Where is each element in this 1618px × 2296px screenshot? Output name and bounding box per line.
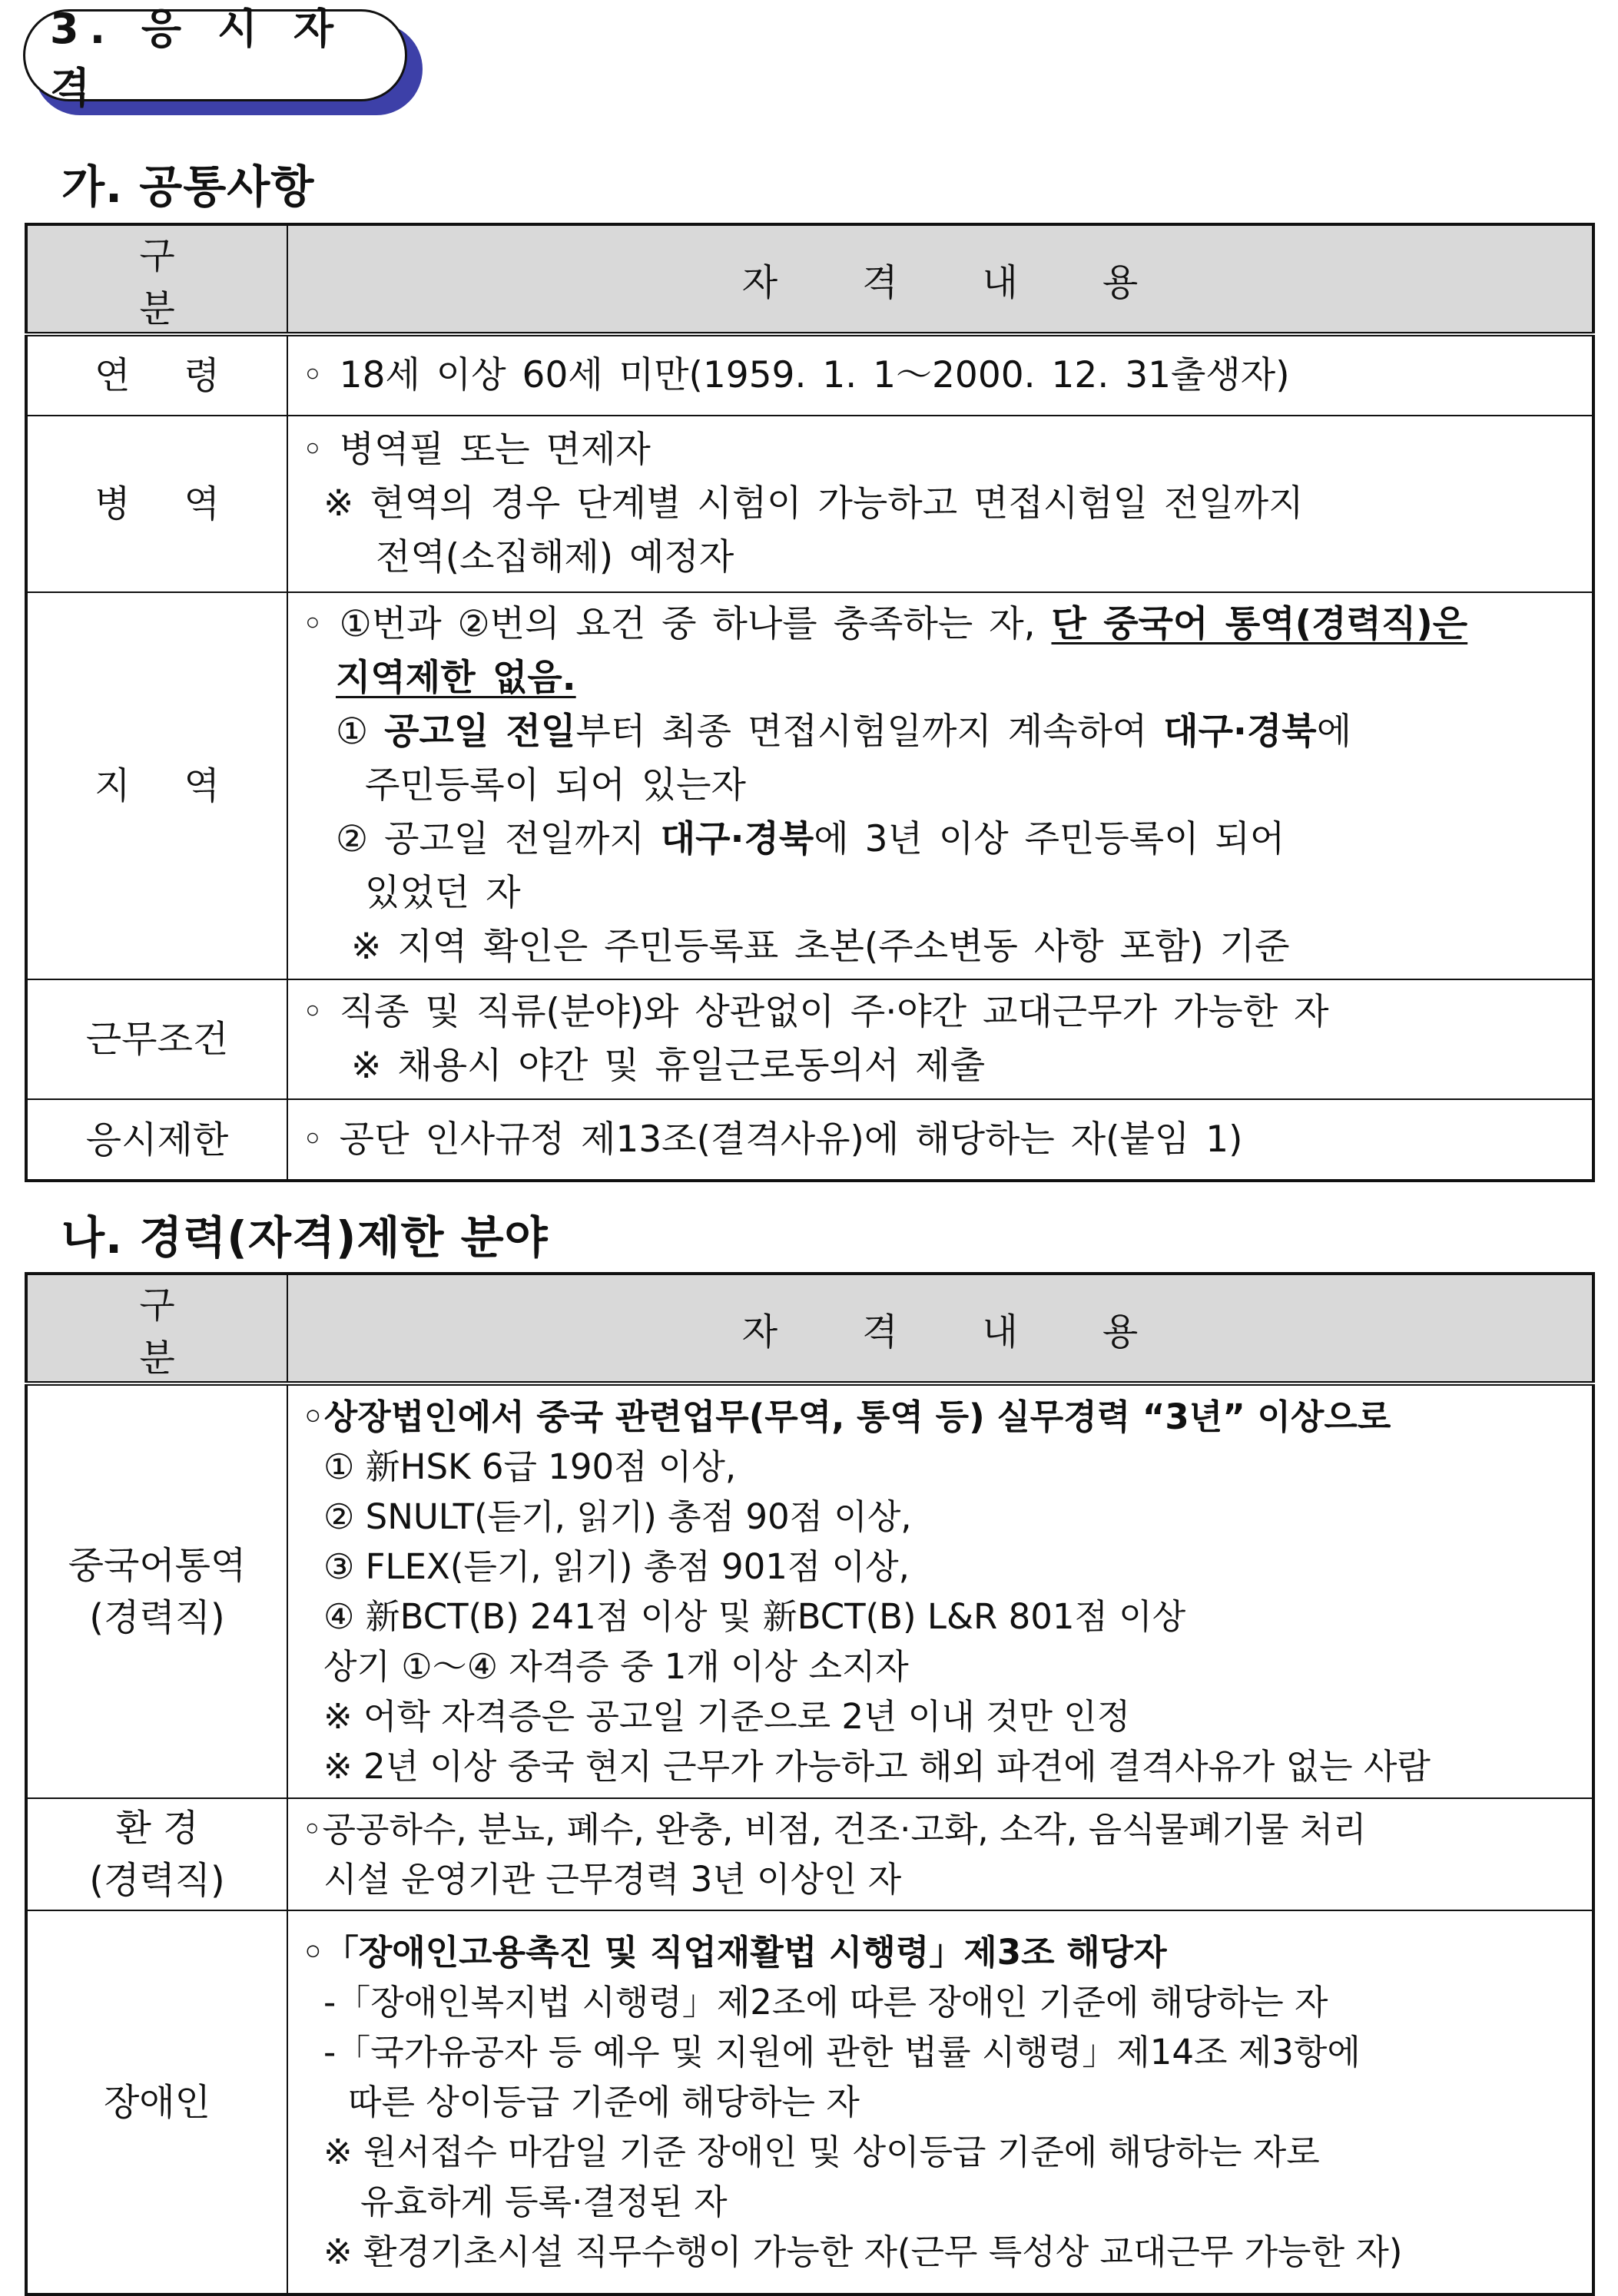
environment-label-2: (경력직): [89, 1859, 225, 1902]
row-content-disabled: [287, 1910, 1593, 2294]
table-header-row: [26, 1274, 1593, 1383]
region-line-5: [302, 813, 1581, 866]
chinese-line-4: ③ FLEX(듣기, 읽기) 총점 901점 이상,: [323, 1546, 910, 1587]
region-line-2: 지역제한 없음.: [336, 657, 576, 699]
table-row-restriction: [26, 1099, 1593, 1181]
restriction-text: ◦ 공단 인사규정 제13조(결격사유)에 해당하는 자(붙임 1): [302, 1118, 1243, 1161]
region-line-3-bold: 공고일 전일: [384, 711, 576, 753]
disabled-line-6: 유효하게 등록·결정된 자: [360, 2182, 728, 2222]
row-content-chinese: [287, 1383, 1593, 1798]
region-line-1-text: ◦ ①번과 ②번의 요건 중 하나를 충족하는 자,: [302, 603, 1052, 645]
work-line-1: ◦ 직종 및 직류(분야)와 상관없이 주·야간 교대근무가 가능한 자: [302, 991, 1329, 1033]
chinese-line-7: ※ 어학 자격증은 공고일 기준으로 2년 이내 것만 인정: [323, 1696, 1131, 1737]
row-label-chinese: [26, 1383, 287, 1798]
row-content-age: [287, 334, 1593, 416]
disabled-line-5: ※ 원서접수 마감일 기준 장애인 및 상이등급 기준에 해당하는 자로: [323, 2132, 1320, 2172]
row-content-region: [287, 592, 1593, 979]
disabled-line-4: 따른 상이등급 기준에 해당하는 자: [348, 2082, 860, 2122]
region-exception-text: 단 중국어 통역(경력직)은: [1051, 603, 1468, 645]
region-line-3-area: 대구·경북: [1163, 711, 1317, 753]
military-line-1: ◦ 병역필 또는 면제자: [302, 429, 651, 471]
table-header-row: [26, 224, 1593, 334]
row-label-work: 근무조건: [26, 979, 287, 1099]
row-label-region: 지역: [26, 592, 287, 979]
military-line-2: ※ 현역의 경우 단계별 시험이 가능하고 면접시험일 전일까지: [323, 482, 1304, 525]
row-content-restriction: [287, 1099, 1593, 1181]
table-row-chinese-interpreter: [26, 1383, 1593, 1798]
region-line-5-text: ② 공고일 전일까지: [336, 818, 661, 860]
region-line-5-end: 에 3년 이상 주민등록이 되어: [814, 818, 1285, 860]
row-label-age: 연령: [26, 334, 287, 416]
chinese-line-6: 상기 ①～④ 자격증 중 1개 이상 소지자: [323, 1646, 909, 1687]
table-row-disabled: [26, 1910, 1593, 2294]
row-label-restriction: 응시제한: [26, 1099, 287, 1181]
header-content: 자격내용: [287, 1274, 1593, 1383]
disabled-line-3: -「국가유공자 등 예우 및 지원에 관한 법률 시행령」제14조 제3항에: [323, 2032, 1361, 2072]
table-row-age: [26, 334, 1593, 416]
chinese-line-8: ※ 2년 이상 중국 현지 근무가 가능하고 해외 파견에 결격사유가 없는 사람: [323, 1746, 1431, 1787]
disabled-line-7: ※ 환경기초시설 직무수행이 가능한 자(근무 특성상 교대근무 가능한 자): [323, 2231, 1403, 2272]
part-b-title: 나. 경력(자격)제한 분야: [61, 1211, 549, 1264]
environment-line-2: 시설 운영기관 근무경력 3년 이상인 자: [323, 1859, 902, 1900]
region-line-3-text: 부터 최종 면접시험일까지 계속하여: [575, 711, 1164, 753]
career-requirements-table: [25, 1272, 1595, 2296]
part-a-title: 가. 공통사항: [61, 161, 315, 213]
region-line-4: 주민등록이 되어 있는자: [365, 764, 746, 807]
region-line-5-area: 대구·경북: [660, 818, 814, 860]
chinese-line-2: ① 新HSK 6급 190점 이상,: [323, 1446, 737, 1487]
chinese-label-1: 중국어통역: [68, 1544, 247, 1587]
chinese-line-1: ◦상장법인에서 중국 관련업무(무역, 통역 등) 실무경력 “3년” 이상으로: [302, 1396, 1391, 1437]
row-content-work: [287, 979, 1593, 1099]
row-label-disabled: 장애인: [26, 1910, 287, 2294]
common-requirements-table: [25, 223, 1595, 1182]
row-label-environment: [26, 1798, 287, 1910]
region-line-1: [302, 598, 1581, 651]
disabled-line-1: ◦「장애인고용촉진 및 직업재활법 시행령」제3조 해당자: [302, 1932, 1167, 1973]
table-row-work: [26, 979, 1593, 1099]
table-row-region: [26, 592, 1593, 979]
work-line-2: ※ 채용시 야간 및 휴일근로동의서 제출: [351, 1045, 986, 1087]
row-content-military: [287, 416, 1593, 592]
region-line-3: [302, 705, 1581, 759]
row-content-environment: [287, 1798, 1593, 1910]
chinese-label-2: (경력직): [89, 1596, 225, 1639]
military-line-3: 전역(소집해제) 예정자: [376, 536, 734, 578]
header-category: 구분: [26, 224, 287, 334]
age-text: ◦ 18세 이상 60세 미만(1959. 1. 1～2000. 12. 31출생자): [302, 354, 1290, 396]
table-row-military: [26, 416, 1593, 592]
header-category: 구분: [26, 1274, 287, 1383]
region-line-3-end: 에: [1316, 711, 1352, 753]
environment-line-1: ◦공공하수, 분뇨, 폐수, 완충, 비점, 건조·고화, 소각, 음식물폐기물 처리: [302, 1809, 1367, 1850]
row-label-military: 병역: [26, 416, 287, 592]
table-row-environment: [26, 1798, 1593, 1910]
region-line-6: 있었던 자: [365, 872, 521, 914]
chinese-line-5: ④ 新BCT(B) 241점 이상 및 新BCT(B) L&R 801점 이상: [323, 1596, 1186, 1637]
environment-label-1: 환 경: [115, 1807, 199, 1850]
header-content: 자격내용: [287, 224, 1593, 334]
section-title: 3. 응 시 자 격: [23, 9, 407, 101]
region-line-7: ※ 지역 확인은 주민등록표 초본(주소변동 사항 포함) 기준: [351, 926, 1290, 968]
region-line-3-num: ①: [336, 711, 385, 753]
disabled-line-2: -「장애인복지법 시행령」제2조에 따른 장애인 기준에 해당하는 자: [323, 1982, 1328, 2023]
chinese-line-3: ② SNULT(듣기, 읽기) 총점 90점 이상,: [323, 1496, 912, 1537]
